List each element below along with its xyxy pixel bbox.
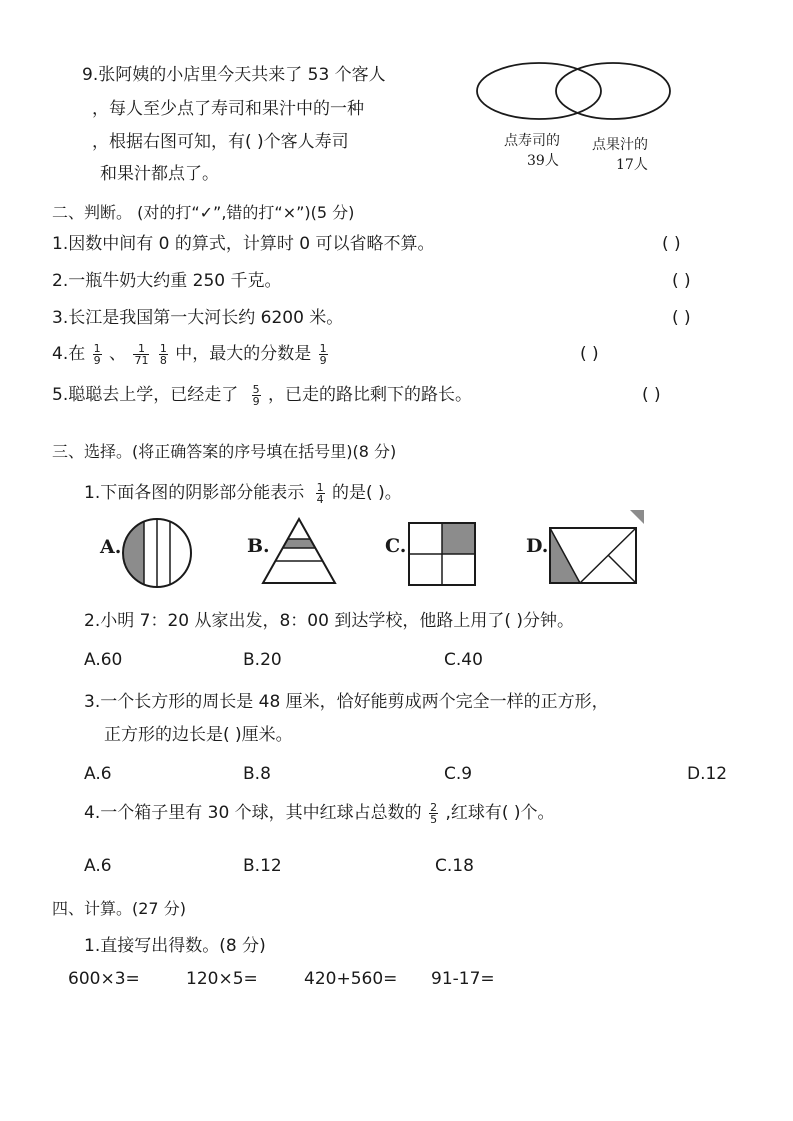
choice-q3-option-a[interactable]: A.6	[84, 764, 112, 784]
section4-sub1: 1.直接写出得数。(8 分)	[84, 936, 266, 956]
choice-q2: 2.小明 7：20 从家出发，8：00 到达学校，他路上用了( )分钟。	[84, 611, 574, 631]
fraction-5-9: $\frac{5}{9}$	[252, 382, 260, 408]
choice-q2-option-c[interactable]: C.40	[444, 650, 483, 670]
choice-q1-suffix: 的是( )。	[332, 483, 402, 503]
venn-sushi-ellipse	[477, 63, 601, 119]
choice-q2-option-b[interactable]: B.20	[243, 650, 282, 670]
choice-q4-option-c[interactable]: C.18	[435, 856, 474, 876]
judge-item-3-paren[interactable]: ( )	[672, 308, 691, 328]
section3-title: 三、选择。(将正确答案的序号填在括号里)(8 分)	[52, 442, 397, 461]
figure-c-label: C.	[385, 535, 407, 557]
venn-juice-ellipse	[556, 63, 670, 119]
judge-item-5-prefix: 5.聪聪去上学，已经走了	[52, 385, 239, 405]
judge-item-4-sep: 、	[109, 344, 127, 364]
fraction-1-8: $\frac{1}{8}$	[159, 341, 167, 367]
fraction-1-71: $\frac{1}{71}$	[134, 341, 149, 367]
judge-item-4	[52, 340, 330, 368]
judge-item-5	[52, 380, 472, 410]
figure-b-triangle	[261, 517, 337, 585]
choice-q3-option-d[interactable]: D.12	[687, 764, 728, 784]
section4-title: 四、计算。(27 分)	[52, 899, 186, 918]
judge-item-1: 1.因数中间有 0 的算式，计算时 0 可以省略不算。	[52, 234, 435, 254]
venn-left-count: 39人	[527, 153, 559, 169]
judge-item-4-mid: 中，最大的分数是	[175, 344, 312, 364]
venn-diagram	[474, 58, 678, 122]
q9-line-2: ，每人至少点了寿司和果汁中的一种	[92, 99, 364, 119]
judge-item-5-suffix: ，已走的路比剩下的路长。	[268, 385, 473, 405]
choice-q1	[84, 478, 402, 508]
choice-q1-prefix: 1.下面各图的阴影部分能表示	[84, 483, 305, 503]
venn-left-label: 点寿司的	[504, 133, 560, 149]
q9-line-3: ，根据右图可知，有( )个客人寿司	[92, 132, 349, 152]
figure-b-label: B.	[247, 535, 270, 557]
fraction-1-9: $\frac{1}{9}$	[93, 341, 101, 367]
section2-title: 二、判断。 (对的打“✓”,错的打“×”)(5 分)	[52, 203, 355, 222]
choice-q4-prefix: 4.一个箱子里有 30 个球，其中红球占总数的	[84, 803, 422, 823]
choice-q4-option-b[interactable]: B.12	[243, 856, 282, 876]
calc-item-4: 91-17=	[431, 969, 495, 989]
figure-d-label: D.	[526, 535, 549, 557]
judge-item-4-paren[interactable]: ( )	[580, 344, 599, 364]
q9-line-4: 和果汁都点了。	[100, 164, 219, 184]
judge-item-4-prefix: 4.在	[52, 344, 86, 364]
figure-a-circle	[121, 517, 193, 589]
judge-item-3: 3.长江是我国第一大河长约 6200 米。	[52, 308, 344, 328]
fraction-1-4: $\frac{1}{4}$	[316, 480, 324, 506]
choice-q2-option-a[interactable]: A.60	[84, 650, 123, 670]
figure-a-label: A.	[100, 536, 122, 558]
venn-right-label: 点果汁的	[592, 137, 648, 153]
judge-item-5-paren[interactable]: ( )	[642, 385, 661, 405]
judge-item-1-paren[interactable]: ( )	[662, 234, 681, 254]
figure-d-rectangle	[548, 510, 648, 590]
judge-item-2: 2.一瓶牛奶大约重 250 千克。	[52, 271, 282, 291]
venn-right-count: 17人	[616, 157, 648, 173]
fraction-2-5: $\frac{2}{5}$	[430, 800, 438, 826]
calc-item-1: 600×3=	[68, 969, 140, 989]
choice-q3-line-2: 正方形的边长是( )厘米。	[104, 725, 293, 745]
fraction-1-9-b: $\frac{1}{9}$	[319, 341, 327, 367]
calc-item-3: 420+560=	[304, 969, 398, 989]
judge-item-2-paren[interactable]: ( )	[672, 271, 691, 291]
choice-q4-option-a[interactable]: A.6	[84, 856, 112, 876]
q9-line-1: 9.张阿姨的小店里今天共来了 53 个客人	[82, 65, 386, 85]
choice-q3-line-1: 3.一个长方形的周长是 48 厘米，恰好能剪成两个完全一样的正方形，	[84, 692, 609, 712]
calc-item-2: 120×5=	[186, 969, 258, 989]
choice-q3-option-b[interactable]: B.8	[243, 764, 271, 784]
choice-q4	[84, 798, 555, 828]
choice-q3-option-c[interactable]: C.9	[444, 764, 473, 784]
choice-q4-suffix: ,红球有( )个。	[445, 803, 555, 823]
figure-c-square	[408, 522, 476, 586]
